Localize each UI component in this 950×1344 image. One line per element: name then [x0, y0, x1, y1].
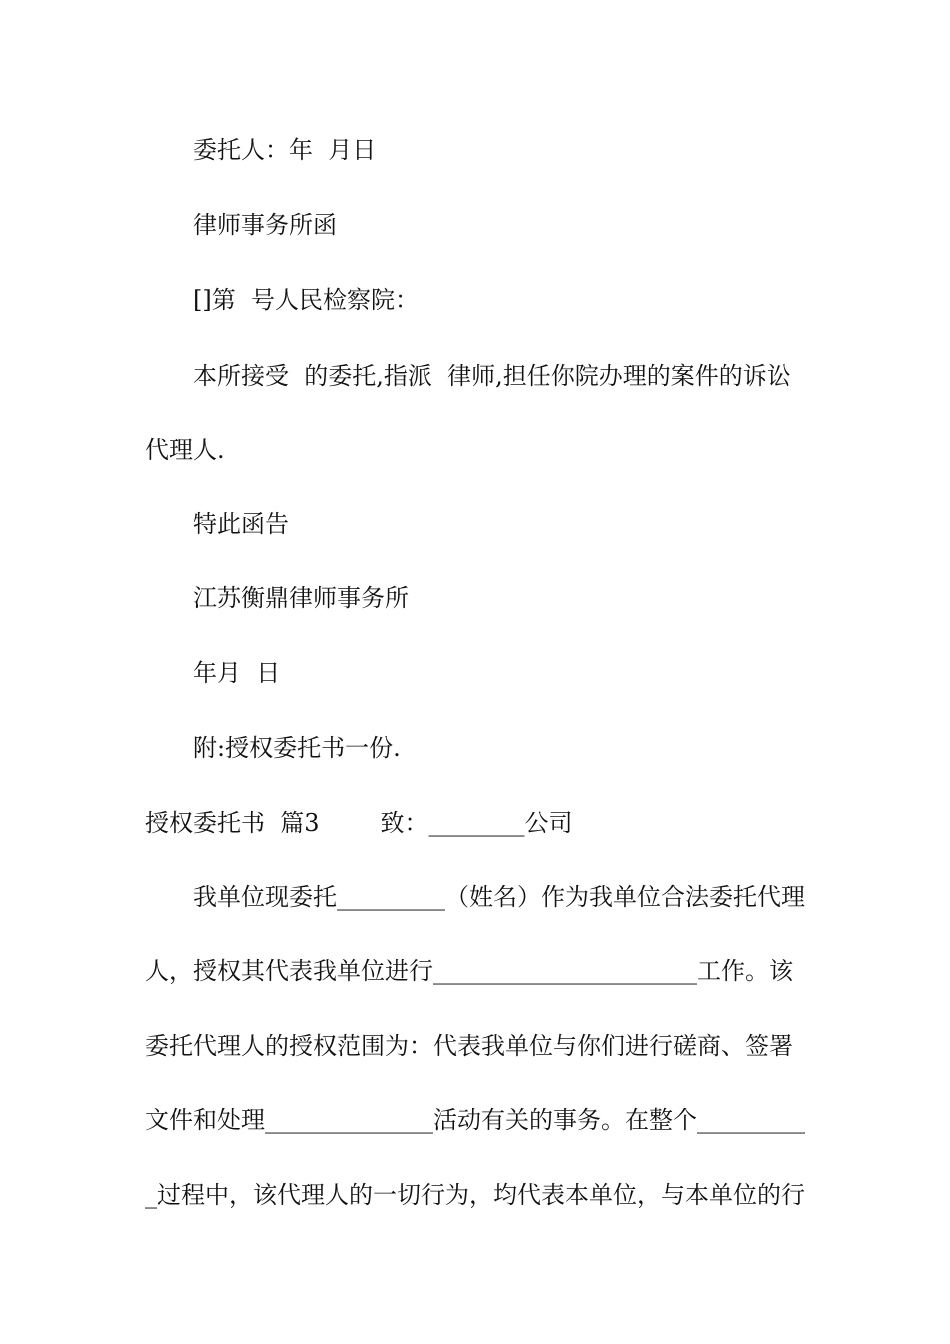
text-line-notice: 特此函告 [193, 510, 289, 538]
section-heading-power-of-attorney: 授权委托书 篇3 致：________公司 [145, 809, 573, 837]
text-line-firm-name: 江苏衡鼎律师事务所 [193, 584, 409, 612]
text-line-representation: _过程中，该代理人的一切行为，均代表本单位，与本单位的行 [145, 1181, 805, 1209]
text-line-scope: 委托代理人的授权范围为：代表我单位与你们进行磋商、签署 [145, 1032, 793, 1060]
text-line-date: 年月 日 [193, 659, 281, 687]
text-line-agent: 代理人. [145, 436, 225, 464]
text-line-authorization: 人，授权其代表我单位进行______________________工作。该 [145, 957, 793, 985]
text-line-attachment: 附:授权委托书一份. [193, 734, 401, 762]
text-line-principal-date: 委托人：年 月日 [193, 136, 377, 164]
text-line-appointment: 我单位现委托_________（姓名）作为我单位合法委托代理 [193, 883, 805, 911]
text-line-entrustment: 本所接受 的委托,指派 律师,担任你院办理的案件的诉讼 [193, 362, 791, 390]
text-line-procuratorate: []第 号人民检察院： [193, 286, 419, 314]
text-line-law-firm-letter: 律师事务所函 [193, 211, 337, 239]
text-line-affairs: 文件和处理______________活动有关的事务。在整个_________ [145, 1106, 805, 1134]
